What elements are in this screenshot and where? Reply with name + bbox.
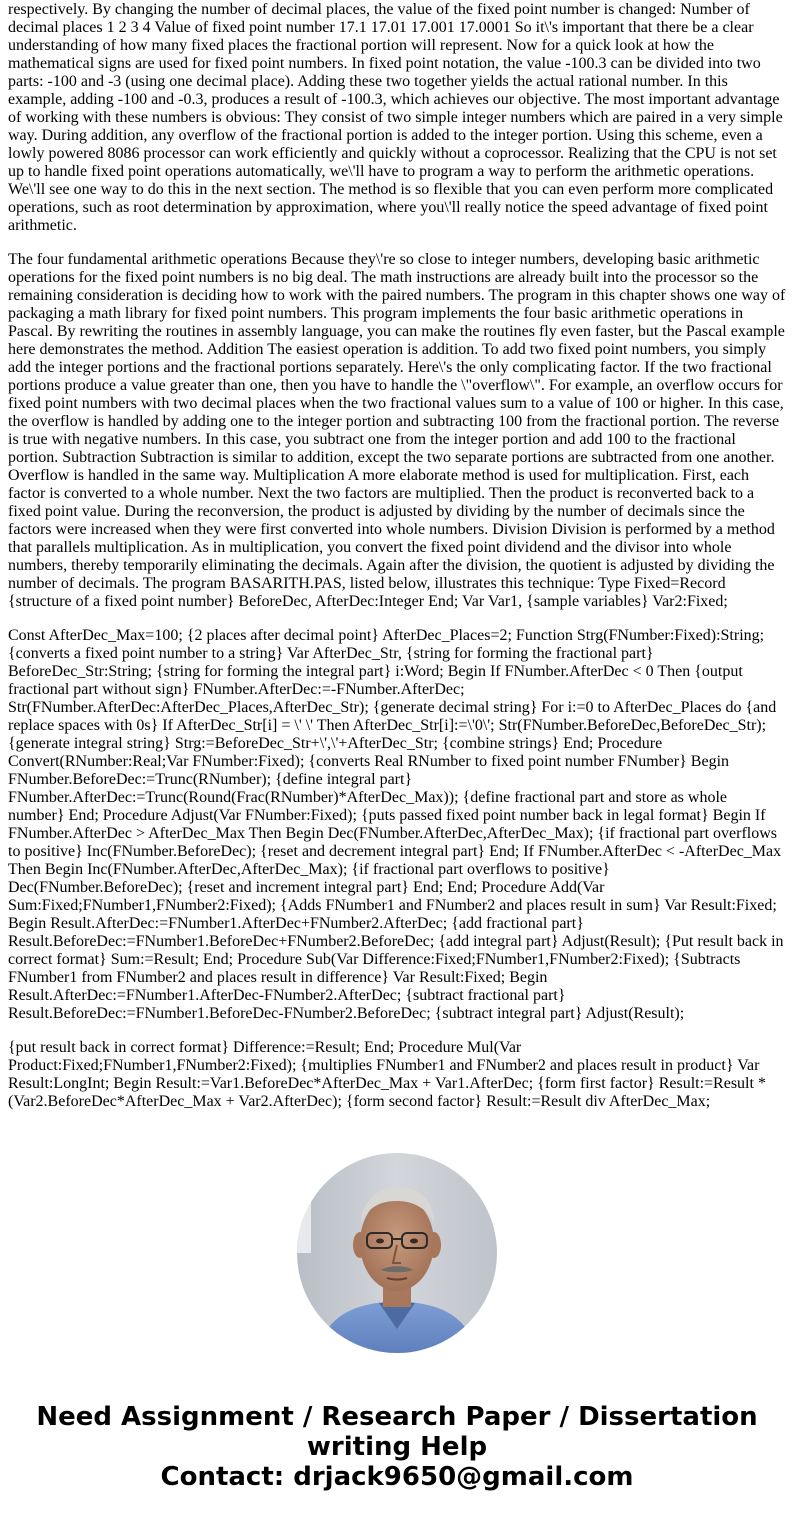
promo-banner	[0, 1402, 794, 1492]
article-paragraph: {put result back in correct format} Difference:=Result; End; Procedure Mul(Var Product:Fixed;FNumber1,FNumber2:Fixed); {multiplies FNumber1 and FNumber2 and places result in product} Var Result:LongInt; Begin Result:=Var1.BeforeDec*AfterDec_Max + Var1.AfterDec; {form first factor} Result:=Result * (Var2.BeforeDec*AfterDec_Max + Var2.AfterDec); {form second factor} Result:=Result div AfterDec_Max;	[8, 1039, 766, 1110]
promo-line-2: writing Help	[306, 1432, 488, 1462]
article-paragraph: The four fundamental arithmetic operations Because they\'re so close to integer numbers, developing basic arithmetic operations for the fixed point numbers is no big deal. The math instructions are already built into the processor so the remaining consideration is deciding how to work with the paired numbers. The program in this chapter shows one way of packaging a math library for fixed point numbers. This program implements the four basic arithmetic operations in Pascal. By rewriting the routines in assembly language, you can make the routines fly even faster, but the Pascal example here demonstrates the method. Addition The easiest operation is addition. To add two fixed point numbers, you simply add the integer portions and the fractional portions separately. Here\'s the only complicating factor. If the two fractional portions produce a value greater than one, then you have to handle the \"overflow\". For example, an overflow occurs for fixed point numbers with two decimal places when the two fractional values sum to a value of 100 or higher. In this case, the overflow is handled by adding one to the integer portion and subtracting 100 from the fractional portion. The reverse is true with negative numbers. In this case, you subtract one from the integer portion and add 100 to the fractional portion. Subtraction Subtraction is similar to addition, except the two separate portions are subtracted from one another. Overflow is handled in the same way. Multiplication A more elaborate method is used for multiplication. First, each factor is converted to a whole number. Next the two factors are multiplied. Then the product is reconverted back to a fixed point value. During the reconversion, the product is adjusted by dividing by the number of decimals since the factors were increased when they were first converted into whole numbers. Division Division is performed by a method that parallels multiplication. As in multiplication, you convert the fixed point dividend and the divisor into whole numbers, thereby temporarily eliminating the decimals. Again after the division, the quotient is adjusted by dividing the number of decimals. The program BASARITH.PAS, listed below, illustrates this technique: Type Fixed=Record {structure of a fixed point number} BeforeDec, AfterDec:Integer End; Var Var1, {sample variables} Var2:Fixed;	[8, 251, 786, 610]
author-avatar	[297, 1153, 497, 1353]
article-paragraph: Const AfterDec_Max=100; {2 places after decimal point} AfterDec_Places=2; Function Strg(FNumber:Fixed):String; {converts a fixed point number to a string} Var AfterDec_Str, {string for forming the fractional part} BeforeDec_Str:String; {string for forming the integral part} i:Word; Begin If FNumber.AfterDec < 0 Then {output fractional part without sign} FNumber.AfterDec:=-FNumber.AfterDec; Str(FNumber.AfterDec:AfterDec_Places,AfterDec_Str); {generate decimal string} For i:=0 to AfterDec_Places do {and replace spaces with 0s} If AfterDec_Str[i] = \' \' Then AfterDec_Str[i]:=\'0\'; Str(FNumber.BeforeDec,BeforeDec_Str); {generate integral string} Strg:=BeforeDec_Str+\',\'+AfterDec_Str; {combine strings} End; Procedure Convert(RNumber:Real;Var FNumber:Fixed); {converts Real RNumber to fixed point number FNumber} Begin FNumber.BeforeDec:=Trunc(RNumber); {define integral part} FNumber.AfterDec:=Trunc(Round(Frac(RNumber)*AfterDec_Max)); {define fractional part and store as whole number} End; Procedure Adjust(Var FNumber:Fixed); {puts passed fixed point number back in legal format} Begin If FNumber.AfterDec > AfterDec_Max Then Begin Dec(FNumber.AfterDec,AfterDec_Max); {if fractional part overflows to positive} Inc(FNumber.BeforeDec); {reset and decrement integral part} End; If FNumber.AfterDec < -AfterDec_Max Then Begin Inc(FNumber.AfterDec,AfterDec_Max); {if fractional part overflows to positive} Dec(FNumber.BeforeDec); {reset and increment integral part} End; End; Procedure Add(Var Sum:Fixed;FNumber1,FNumber2:Fixed); {Adds FNumber1 and FNumber2 and places result in sum} Var Result:Fixed; Begin Result.AfterDec:=FNumber1.AfterDec+FNumber2.AfterDec; {add fractional part} Result.BeforeDec:=FNumber1.BeforeDec+FNumber2.BeforeDec; {add integral part} Adjust(Result); {Put result back in correct format} Sum:=Result; End; Procedure Sub(Var Difference:Fixed;FNumber1,FNumber2:Fixed); {Subtracts FNumber1 from FNumber2 and places result in difference} Var Result:Fixed; Begin Result.AfterDec:=FNumber1.AfterDec-FNumber2.AfterDec; {subtract fractional part} Result.BeforeDec:=FNumber1.BeforeDec-FNumber2.BeforeDec; {subtract integral part} Adjust(Result);	[8, 627, 784, 1022]
article-body	[8, 0, 786, 1125]
author-portrait-icon	[297, 1153, 497, 1353]
article-paragraph: respectively. By changing the number of decimal places, the value of the fixed point number is changed: Number of decimal places 1 2 3 4 Value of fixed point number 17.1 17.01 17.001 17.0001 So it\'s important that there be a clear understanding of how many fixed places the fractional portion will represent. Now for a quick look at how the mathematical signs are used for fixed point numbers. In fixed point notation, the value -100.3 can be divided into two parts: -100 and -3 (using one decimal place). Adding these two together yields the actual rational number. In this example, adding -100 and -0.3, produces a result of -100.3, which achieves our objective. The most important advantage of working with these numbers is obvious: They consist of two simple integer numbers which are paired in a very simple way. During addition, any overflow of the fractional portion is added to the integer portion. Using this scheme, even a lowly powered 8086 processor can work efficiently and quickly without a coprocessor. Realizing that the CPU is not set up to handle fixed point operations automatically, we\'ll have to program a way to perform the arithmetic operations. We\'ll see one way to do this in the next section. The method is so flexible that you can even perform more complicated operations, such as root determination by approximation, where you\'ll really notice the speed advantage of fixed point arithmetic.	[8, 1, 783, 234]
promo-line-1: Need Assignment / Research Paper / Dissertation	[36, 1402, 758, 1432]
promo-contact-line: Contact: drjack9650@gmail.com	[160, 1462, 634, 1492]
